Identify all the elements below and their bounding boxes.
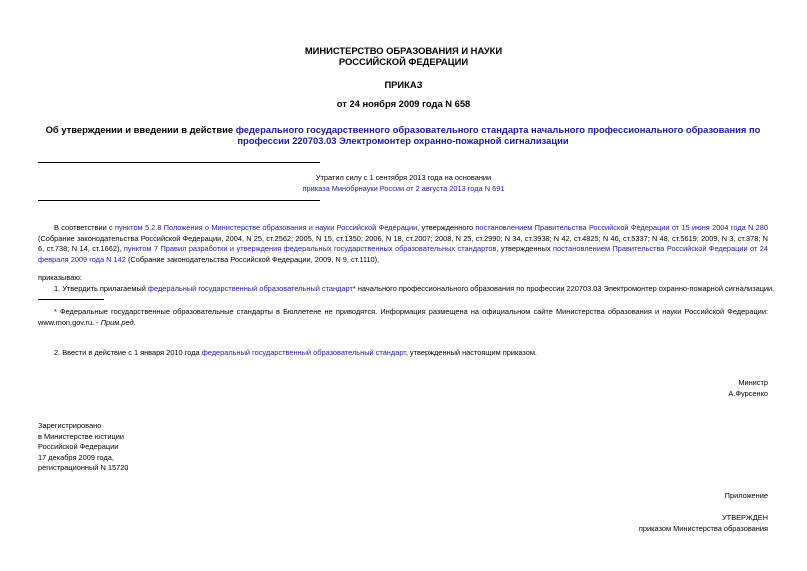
registration-block — [38, 421, 128, 474]
appendix-approval — [639, 513, 768, 534]
item1-text-2: * начального профессионального образования по профессии 220703.03 Электромонтер охранно-пожарной сигнализации. — [352, 284, 775, 293]
divider — [38, 162, 320, 163]
order-word: приказываю: — [38, 273, 82, 282]
item-1 — [54, 284, 775, 295]
doc-type: ПРИКАЗ — [384, 79, 423, 90]
preamble-paragraph — [38, 223, 768, 265]
preamble-text-4: , утвержденных — [496, 244, 554, 254]
item2-text-2: , утвержденный настоящим приказом. — [405, 348, 537, 357]
title-link-line1[interactable]: федерального государственного образовательного стандарта начального профессионального образования по — [235, 124, 761, 135]
ministry-line-1: МИНИСТЕРСТВО ОБРАЗОВАНИЯ И НАУКИ — [304, 45, 503, 56]
appendix-by-order: приказом Министерства образования — [638, 523, 768, 533]
title-link-line2[interactable]: профессии 220703.03 Электромонтер охранно-пожарной сигнализации — [237, 135, 569, 146]
item1-link[interactable]: федеральный государственный образовательный стандарт — [147, 284, 353, 293]
preamble-text-5: (Собрание законодательства Российской Федерации, 2009, N 9, ст.1110), — [125, 254, 380, 264]
registration-line-2: в Министерстве юстиции — [38, 431, 125, 441]
footnote-note: Прим.ред. — [100, 317, 136, 327]
item2-text-1: 2. Ввести в действие с 1 января 2010 года — [54, 348, 202, 357]
expiry-link[interactable]: приказа Минобрнауки России от 2 августа 2013 года N 691 — [302, 184, 505, 193]
title-prefix: Об утверждении и введении в действие — [45, 124, 236, 135]
appendix-label: Приложение — [724, 491, 768, 500]
divider — [38, 200, 320, 201]
registration-line-5: регистрационный N 15720 — [38, 463, 129, 473]
signature-name: А.Фурсенко — [728, 388, 768, 398]
item1-text-1: 1. Утвердить прилагаемый — [54, 284, 148, 293]
footnote — [38, 307, 768, 328]
registration-line-4: 17 декабря 2009 года, — [38, 452, 114, 462]
ministry-line-2: РОССИЙСКОЙ ФЕДЕРАЦИИ — [338, 56, 469, 67]
order-title — [38, 124, 768, 146]
preamble-link-3[interactable]: пунктом 7 Правил разработки и утверждения федеральных государственных образовательных стандартов — [123, 244, 497, 254]
signature-block — [728, 378, 768, 399]
preamble-text-3: (Собрание законодательства Российской Федерации, 2004, N 25, ст.2562; 2005, N 15, ст.1350; 2006, N 18, ст.2007; 2008, N 25, ст.2990; N 34, ст.3938; N 42, ст.4825; N 46, ст.5337; N 48, ст.5619; 2009, N 3, ст.378; N 6, ст.738; N 14, ст.1662), — [38, 233, 768, 254]
signature-position: Министр — [738, 378, 768, 387]
item-2 — [54, 348, 768, 359]
footnote-divider — [38, 299, 104, 300]
preamble-text-2: , утвержденного — [417, 223, 476, 232]
expiry-text: Утратил силу с 1 сентября 2013 года на основании — [315, 173, 492, 182]
item2-link[interactable]: федеральный государственный образовательный стандарт — [201, 348, 406, 357]
date-number: от 24 ноября 2009 года N 658 — [336, 98, 471, 109]
preamble-link-2[interactable]: постановлением Правительства Российской Федерации от 15 июня 2004 года N 280 — [475, 223, 769, 232]
preamble-text-1: В соответствии с — [54, 223, 116, 232]
preamble-link-1[interactable]: пунктом 5.2.8 Положения о Министерстве образования и науки Российской Федерации — [115, 223, 418, 232]
appendix-approved: УТВЕРЖДЕН — [721, 513, 768, 522]
footnote-text: * Федеральные государственные образовательные стандарты в Бюллетене не приводятся. Информация размещена на официальном сайте Министерства образования и науки Российской Федерации: www.mon.gov.ru. - — [38, 307, 768, 327]
ministry-heading — [0, 45, 807, 67]
preamble-link-4[interactable]: постановлением Правительства Российской Федерации от 24 февраля 2009 года N 142 — [38, 244, 769, 264]
registration-line-3: Российской Федерации — [38, 442, 119, 452]
registration-line-1: Зарегистрировано — [38, 421, 102, 430]
